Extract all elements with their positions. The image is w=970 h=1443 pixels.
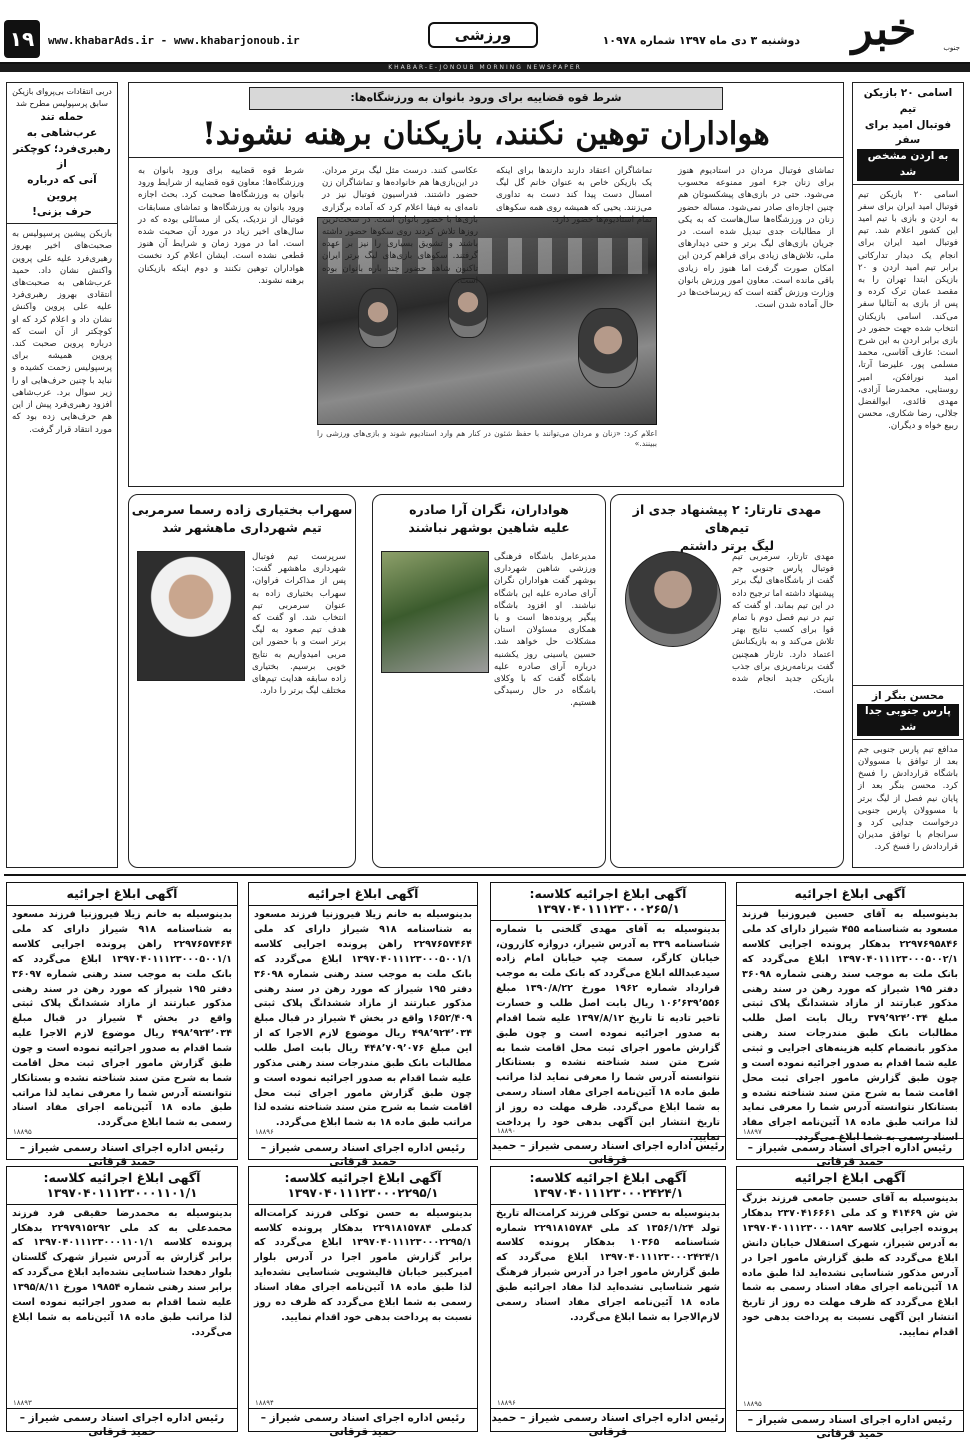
story-tartar-title-line2: لیگ برتر داشتم xyxy=(679,538,775,554)
sidebar-head-line3: به اردن مشخص شد xyxy=(857,149,959,181)
article-column-2: عکاسی کنند. درست مثل لیگ برتر مردان. در این‌بازی‌ها هم خانواده‌ها و تماشاگران زن حضور داشتند. فدراسیون فوتبال نیز در نامه‌ای به فیفا اعلام کرد که آماده برگزاری بازی‌ها با حضور بانوان است. در سخت‌ترین روزها تلاش کردند روی سکوها حضور داشته باشند و تشویق بسیاری را نیز بر عهده گرفتند. سکوهای بازی‌های لیگ برتر ایران تاکنون شاهد حضور چند باره بانوان بوده است. xyxy=(322,166,478,286)
tartar-portrait xyxy=(625,551,721,647)
ad-signature: رئیس اداره اجرای اسناد رسمی شیراز – حمید قرقانی xyxy=(249,1408,477,1441)
story-shahin-title-line1: هواداران، نگران آرا صادره xyxy=(409,502,569,517)
ad-body: بدینوسیله به خانم زیلا فیروزنیا فرزند مسعود به شناسنامه ۹۱۸ شیراز دارای کد ملی ۲۲۹۷۶۵۷۴۶۴ راهن پرونده اجرایی کلاسه ۱۳۹۷۰۴۰۱۱۱۲۳۰۰۰۵۰۰۱/۱ ابلاغ می‌گردد که بانک ملت به موجب سند رهنی شماره ۳۶۰۹۸ دفتر ۱۹۵ شیراز که مورد رهن در سند رهنی مذکور عبارتند از مازاد ششدانگ پلاک ثبتی ۱۶۵۲/۴۰۹ واقع در بخش ۴ شیراز در قبال مبلغ ۴۹۸٬۹۲۴٬۰۳۴ ریال موضوع لازم الاجرا که از این مبلغ ۴۴۸٬۷۰۹٬۰۷۶ ریال بابت اصل طلب مطالبات بانک طبق مندرجات سند رهنی مذکور علیه شما اقدام به صدور اجرائیه نموده است و چون طبق گزارش مامور اجرای ثبت محل اقامت شما به شرح متن سند شناخته نشده لذا مراتب طبق ماده ۱۸ به شما ابلاغ می‌گردد. xyxy=(254,909,473,1129)
masthead xyxy=(0,0,970,64)
ad-body: بدینوسیله به آقای مهدی گلخنی با شماره شناسنامه ۳۳۹ به آدرس شیراز، دروازه کازرون، خیابان کارگر، سمت چپ خیابان امام زاده سیدعبدالله ابلاغ می‌گردد که بانک ملت به موجب قرارداد شماره ۱۹۶۲ مورخ ۱۳۹۰/۸/۲۲ مبلغ ۱۰۶٬۶۳۹٬۵۵۶ ریال بابت اصل طلب و خسارت تاخیر تادیه تا تاریخ ۱۳۹۷/۸/۱۲ علیه شما اقدام به صدور اجرائیه نموده است و چون طبق گزارش مامور اجرای ثبت محل اقامت شما به شرح متن سند شناخته نشده و بستانکار نتوانسته آدرس شما را معرفی نماید لذا مراتب طبق ماده ۱۸ آئین‌نامه اجرای مفاد اسناد رسمی به شما ابلاغ می‌گردد. ظرف مهلت ده روز از تاریخ انتشار این آگهی بدهی خود را پرداخت نمایید. xyxy=(496,923,720,1143)
ad-signature: رئیس اداره اجرای اسناد رسمی شیراز – حمید قرقانی xyxy=(7,1408,237,1441)
ad-signature: رئیس اداره اجرای اسناد رسمی شیراز – حمید قرقانی xyxy=(491,1408,725,1441)
story-shahin xyxy=(372,494,606,868)
ad-notice xyxy=(736,1166,964,1440)
ad-title-text: آگهی ابلاغ اجرائیه کلاسه: xyxy=(529,886,687,901)
story-bakhtiari xyxy=(128,494,356,868)
ad-number: ۱۸۸۹۰ xyxy=(497,1126,516,1135)
article-kicker: شرط قوه قضاییه برای ورود بانوان به ورزشگاه‌ها: xyxy=(249,87,723,110)
ad-body: بدینوسیله به آقای حسین جامعی فرزند بزرگ ش ش ۴۱۴۶۹ و کد ملی ۲۳۷۰۴۱۶۶۶۱ بدهکار پرونده اجرایی کلاسه ۱۳۹۷۰۴۰۱۱۱۲۳۰۰۰۱۸۹۳ به آدرس شیراز، شهرک استقلال خیابان دانش ابلاغ می‌گردد که طبق گزارش مامور اجرا در آدرس مذکور شناسایی نشده‌اید لذا طبق ماده ۱۸ آئین‌نامه اجرای مفاد اسناد رسمی به شما ابلاغ می‌گردد که ظرف مهلت ده روز از تاریخ انتشار این آگهی نسبت به پرداخت بدهی خود اقدام نمایید. xyxy=(742,1193,958,1338)
bakhtiari-portrait xyxy=(137,551,245,681)
story-bakhtiari-title-line1: سهراب بختیاری زاده رسما سرمربی xyxy=(131,502,353,517)
story-tartar-title-line1: مهدی تارتار: ۲ پیشنهاد جدی از تیم‌های xyxy=(632,502,822,536)
ad-title-text: آگهی ابلاغ اجرائیه کلاسه: xyxy=(43,1170,201,1185)
right-sidebar xyxy=(852,82,964,868)
ad-signature: رئیس اداره اجرای اسناد رسمی شیراز – حمید قرقانی xyxy=(737,1410,963,1443)
ad-notice xyxy=(736,882,964,1168)
story-tartar xyxy=(610,494,844,868)
ad-signature: رئیس اداره اجرای اسناد رسمی شیراز – حمید قرقانی xyxy=(491,1136,725,1169)
sidebar-head-line1: اسامی ۲۰ بازیکن تیم xyxy=(863,87,953,115)
photo-caption: اعلام کرد: «زنان و مردان می‌توانند با حفظ شئون در کنار هم وارد استادیوم شوند و بازی‌های ورزشی را ببینند.» xyxy=(317,429,657,448)
left-head-line3: حمله تند عرب‌شاهی به xyxy=(26,111,98,139)
left-head-line5: آنی که درباره پروین xyxy=(27,174,97,202)
left-sidebar xyxy=(6,82,118,868)
ad-number: ۱۸۸۹۳ xyxy=(13,1398,32,1407)
ad-number: ۱۸۸۹۶ xyxy=(255,1128,274,1137)
main-article xyxy=(128,82,844,487)
left-head-line4: رهبری‌فرد؛ کوچکتر از xyxy=(13,142,111,171)
section-divider xyxy=(4,874,966,876)
article-column-3: شرط قوه قضاییه برای ورود بانوان به ورزشگاه‌ها: معاون قوه قضاییه از شرایط ورود بانوان به ورزشگاه‌ها صحبت کرد. بحث اجازه ورود بانوان به ورزشگاه‌ها و تماشای مسابقات فوتبال از نزدیک، یکی از مسائلی بوده که در سال‌های اخیر زیاد در مورد آن صحبت شده است. اما در مورد زمان و شرایط آن هنوز قطعی نشده است. ایشان اعلام کرد نخست هواداران توهین نکنند و دوم اینکه بازیکنان برهنه نشوند. xyxy=(138,166,304,286)
ad-notice xyxy=(490,1166,726,1439)
sidebar-head2-line1: محسن بنگر از xyxy=(871,689,945,702)
ad-number: ۱۸۸۹۵ xyxy=(743,1400,762,1409)
woman-fan-figure xyxy=(578,308,638,388)
sidebar-head2-line2: پارس جنوبی جدا شد xyxy=(857,704,959,736)
ad-case-code: ۱۳۹۷۰۴۰۱۱۱۲۳۰۰۰۲۴۲۴/۱ xyxy=(532,1186,684,1201)
sidebar-head-line2: فوتبال امید برای سفر xyxy=(864,118,952,147)
ad-body: بدینوسیله به حسن توکلی فرزند کرامت‌اله تاریخ تولد ۱۳۵۶/۱/۲۴ کد ملی ۲۲۹۱۸۱۵۷۸۴ شماره شناسنامه ۱۰۳۶۵ بدهکار پرونده کلاسه ۱۳۹۷۰۴۰۱۱۱۲۳۰۰۰۲۴۲۴/۱ ابلاغ می‌گردد که طبق گزارش مامور اجرا در آدرس شیراز فرهنگ شهر شناسایی نشده‌اید لذا مفاد اجرائیه طبق ماده ۱۸ آئین‌نامه اجرای مفاد اسناد رسمی لازم‌الاجرا به شما ابلاغ می‌گردد. xyxy=(496,1207,720,1323)
ad-signature: رئیس اداره اجرای اسناد رسمی شیراز – حمید قرقانی xyxy=(249,1138,477,1171)
ad-number: ۱۸۸۹۴ xyxy=(255,1398,274,1407)
story-bakhtiari-title xyxy=(129,495,355,537)
match-action-photo xyxy=(381,551,489,673)
ad-signature: رئیس اداره اجرای اسناد رسمی شیراز – حمید قرقانی xyxy=(7,1138,237,1171)
sidebar-story-text: اسامی ۲۰ بازیکن تیم فوتبال امید ایران برای سفر به اردن و بازی با تیم امید این کشور اعلام شد. تیم فوتبال امید ایران برای انجام یک دیدار تدارکاتی برابر تیم امید اردن و ۲۰ بازیکن ابتدا تهران را به مقصد عمان ترک کرده و پس از بازی به آنتالیا سفر می‌کند. اسامی بازیکنان انتخاب شده جهت حضور در بازی برابر اردن به این شرح است: عارف آقاسی، محمد مسلمی پور، علیرضا آرتا، امید نورافکن، امیر روستایی، محمدرضا آزادی، مهدی قائدی، ابوالفضل جلالی، رضا شکاری، محسن ربیع خواه و دیگران. xyxy=(858,189,958,432)
left-head-line2: سابق پرسپولیس مطرح شد xyxy=(16,99,108,108)
ad-title-text: آگهی ابلاغ اجرائیه کلاسه: xyxy=(284,1170,442,1185)
left-headline xyxy=(7,83,117,224)
ad-notice xyxy=(248,882,478,1168)
website-urls[interactable]: www.khabarAds.ir - www.khabarjonoub.ir xyxy=(48,34,300,47)
ad-notice xyxy=(248,1166,478,1439)
ad-number: ۱۸۸۹۵ xyxy=(13,1128,32,1137)
article-column-2b: تماشاگران اعتقاد دارند دارندها برای اینکه یک بازیکن خاص به عنوان خانم گل لیگ امسال دست پیدا کند دست به تداوری می‌زنند. یحیی که همیشه روی همه سکوهای تمام استادیوم‌ها حضور دارد. xyxy=(496,166,652,225)
ad-notice xyxy=(6,882,238,1168)
ad-title xyxy=(491,883,725,921)
logo-subtitle: جنوب xyxy=(943,44,960,52)
ad-body: بدینوسیله به آقای حسین فیروزنیا فرزند مسعود به شناسنامه ۴۵۵ شیراز دارای کد ملی ۲۲۹۷۶۹۵۸۴۶ بدهکار پرونده اجرایی کلاسه ۱۳۹۷۰۴۰۱۱۱۲۳۰۰۰۵۰۰۲/۱ ابلاغ می‌گردد که بانک ملت به موجب سند رهنی شماره ۳۶۰۹۸ دفتر ۱۹۵ شیراز که مورد رهن در سند رهنی مذکور عبارتند از مازاد ششدانگ پلاک ثبتی مبلغ ۳۷۹٬۹۲۴٬۰۳۴ ریال بابت اصل طلب مطالبات بانک طبق مندرجات سند رهنی مذکور بانضمام کلیه هزینه‌های اجرایی و ثبتی علیه شما اقدام به صدور اجرائیه نموده است و چون طبق گزارش مامور اجرای ثبت محل اقامت شما به شرح متن سند شناخته نشده و بستانکار نتوانسته آدرس شما را معرفی نماید لذا مراتب طبق ماده ۱۸ آئین‌نامه اجرای مفاد اسناد رسمی به شما ابلاغ می‌گردد. xyxy=(742,909,959,1144)
ad-number: ۱۸۸۹۶ xyxy=(497,1398,516,1407)
ad-title-text: آگهی ابلاغ اجرائیه کلاسه: xyxy=(529,1170,687,1185)
article-headline: هواداران توهین نکنند، بازیکنان برهنه نشوند! xyxy=(202,115,770,152)
story-shahin-text: مدیرعامل باشگاه فرهنگی ورزشی شاهین شهرداری بوشهر گفت هواداران نگران آرای صادره علیه این باشگاه نباشند. او افزود باشگاه پیگیر پرونده‌ها است و با همکاری مسئولان استان مشکلات حل خواهد شد. حسین یاسینی روز یکشنبه درباره آرای صادره علیه باشگاه گفت که با وکلای باشگاه در حال رسیدگی هستیم. xyxy=(494,552,596,709)
left-story-text: بازیکن پیشین پرسپولیس به صحبت‌های اخیر بهروز رهبری‌فرد علیه علی پروین واکنش نشان داد. حمید عرب‌شاهی به صحبت‌های انتقادی بهروز رهبری‌فرد علیه علی پروین واکنش نشان داد و اعلام کرد که او کوچکتر از آن است که درباره پروین صحبت کند. پروین همیشه برای پرسپولیس زحمت کشیده و نباید با چنین حرف‌هایی او را زیر سوال برد. عرب‌شاهی افزود رهبری‌فرد پیش از این هم حرف‌هایی زده بود که مورد انتقاد قرار گرفت. xyxy=(12,229,112,435)
left-head-line1: دربی انتقادات بی‌پروای بازیکن xyxy=(12,87,112,96)
fan-figure xyxy=(358,288,398,348)
issue-date: دوشنبه ۳ دی ماه ۱۳۹۷ شماره ۱۰۹۷۸ xyxy=(602,34,800,47)
sidebar-headline xyxy=(853,83,963,185)
ad-notice xyxy=(6,1166,238,1439)
ad-body: بدینوسیله به حسن توکلی فرزند کرامت‌اله کدملی ۲۲۹۱۸۱۵۷۸۴ بدهکار پرونده کلاسه ۱۳۹۷۰۴۰۱۱۱۲۳۰۰۰۲۲۹۵/۱ ابلاغ می‌گردد که برابر گزارش مامور اجرا در آدرس بلوار امیرکبیر خیابان قالیشویی شناسایی نشده‌اید لذا طبق ماده ۱۸ آئین‌نامه اجرای مفاد اسناد رسمی به شما ابلاغ می‌گردد که ظرف ده روز نسبت به پرداخت بدهی خود اقدام نمایید. xyxy=(254,1207,472,1323)
ad-number: ۱۸۸۹۷ xyxy=(743,1128,762,1137)
story-shahin-title-line2: علیه شاهین بوشهر نباشند xyxy=(408,520,570,536)
ad-notice xyxy=(490,882,726,1167)
ad-title: آگهی ابلاغ اجرائیه xyxy=(249,883,477,906)
story-bakhtiari-text: سرپرست تیم فوتبال شهرداری ماهشهر گفت: پس از مذاکرات فراوان، سهراب بختیاری زاده به عنوان سرمربی تیم انتخاب شد. او گفت که هدف تیم صعود به لیگ برتر است و با حضور این مربی امیدواریم به نتایج خوبی برسیم. بختیاری زاده سابقه هدایت تیم‌های مختلف لیگ برتر را دارد. xyxy=(252,552,346,697)
ad-body: بدینوسیله به خانم زیلا فیروزنیا فرزند مسعود به شناسنامه ۹۱۸ شیراز دارای کد ملی ۲۲۹۷۶۵۷۴۶۴ راهن پرونده اجرایی کلاسه ۱۳۹۷۰۴۰۱۱۱۲۳۰۰۰۵۰۰۱/۱ ابلاغ می‌گردد که بانک ملت به موجب سند رهنی شماره ۳۶۰۹۷ دفتر ۱۹۵ شیراز که مورد رهن در سند رهنی مذکور عبارتند از مازاد ششدانگ پلاک ثبتی واقع در بخش ۴ شیراز در قبال مبلغ ۴۹۸٬۹۲۴٬۰۳۴ ریال موضوع لازم الاجرا علیه شما اقدام به صدور اجرائیه نموده است و چون طبق گزارش مامور اجرای ثبت محل اقامت شما به شرح متن سند شناخته نشده و بستانکار نتوانسته آدرس شما را معرفی نماید لذا مراتب طبق ماده ۱۸ آئین‌نامه اجرای مفاد اسناد رسمی به شما ابلاغ می‌گردد. xyxy=(12,909,233,1129)
ad-title: آگهی ابلاغ اجرائیه xyxy=(737,1167,963,1190)
headline-rule xyxy=(129,157,843,158)
story-shahin-title xyxy=(373,495,605,537)
article-column-1: تماشای فوتبال مردان در استادیوم هنوز برای زنان جزء امور ممنوعه محسوب می‌شود. حتی در بازی‌های پیشکسوتان هم چنین اجازه‌ای صادر نمی‌شود. مساله حضور زنان در ورزشگاه‌ها سال‌هاست که به یکی از مطالبات جدی تبدیل شده است. در جریان بازی‌های لیگ برتر و حتی دیدارهای ملی، تلاش‌های زیادی برای فراهم کردن این امکان صورت گرفت اما هنوز راه زیادی باقی مانده است. معاون امور ورزش بانوان وزارت ورزش گفته است که زیرساخت‌ها در حال آماده شدن است. xyxy=(678,166,834,311)
story-bakhtiari-title-line2: تیم شهرداری ماهشهر شد xyxy=(162,520,322,536)
ad-title xyxy=(7,1167,237,1205)
ad-title: آگهی ابلاغ اجرائیه xyxy=(7,883,237,906)
ad-case-code: ۱۳۹۷۰۴۰۱۱۱۲۳۰۰۰۱۱۰۱/۱ xyxy=(46,1186,198,1201)
newspaper-logo[interactable]: خبر xyxy=(851,4,917,55)
sidebar-story-text-2: مدافع تیم پارس جنوبی جم بعد از توافق با مسوولان باشگاه قراردادش را فسخ کرد. محسن بنگر بعد از پایان نیم فصل از لیگ برتر با مسوولان پارس جنوبی درخواست جدایی کرد و سرانجام با توافق مدیران قراردادش را فسخ کرد. xyxy=(858,744,958,853)
ad-body: بدینوسیله به محمدرضا حقیقی فرد فرزند محمدعلی به کد ملی ۲۲۹۷۹۱۵۲۹۲ بدهکار پرونده کلاسه ۱۳۹۷۰۴۰۱۱۱۲۳۰۰۰۱۱۰۱/۱ که برابر گزارش به آدرس شیراز شهرک گلستان بلوار دهخدا شناسایی نشده‌اید ابلاغ می‌گردد که برابر سند رهنی شماره ۱۹۸۵۴ مورخ ۱۳۹۵/۸/۱۱ علیه شما اقدام به صدور اجرائیه نموده است لذا مراتب طبق ماده ۱۸ آئین‌نامه به شما ابلاغ می‌گردد. xyxy=(12,1207,233,1338)
ad-title: آگهی ابلاغ اجرائیه xyxy=(737,883,963,906)
story-tartar-text: مهدی تارتار، سرمربی تیم فوتبال پارس جنوبی جم گفت از باشگاه‌های لیگ برتر پیشنهاد داشته اما ترجیح داده در این تیم بماند. او گفت که تیم در نیم فصل دوم با تمام قوا برای کسب نتایج بهتر تلاش می‌کند و به بازیکنانش اعتماد دارد. تارتار همچنین گفت برنامه‌ریزی برای جذب بازیکن جدید انجام شده است. xyxy=(732,552,834,697)
sidebar-headline-2 xyxy=(853,685,963,740)
ad-case-code: ۱۳۹۷۰۴۰۱۱۱۲۳۰۰۰۲۶۵/۱ xyxy=(536,902,680,917)
english-band: KHABAR-E-JONOUB MORNING NEWSPAPER xyxy=(0,64,970,72)
ad-case-code: ۱۳۹۷۰۴۰۱۱۱۲۳۰۰۰۲۲۹۵/۱ xyxy=(287,1186,439,1201)
ad-signature: رئیس اداره اجرای اسناد رسمی شیراز – حمید قرقانی xyxy=(737,1138,963,1171)
left-head-line6: حرف بزنی! xyxy=(32,205,92,218)
ad-title xyxy=(249,1167,477,1205)
page-number: ۱۹ xyxy=(4,20,40,58)
section-label: ورزشی xyxy=(428,22,538,48)
ad-title xyxy=(491,1167,725,1205)
